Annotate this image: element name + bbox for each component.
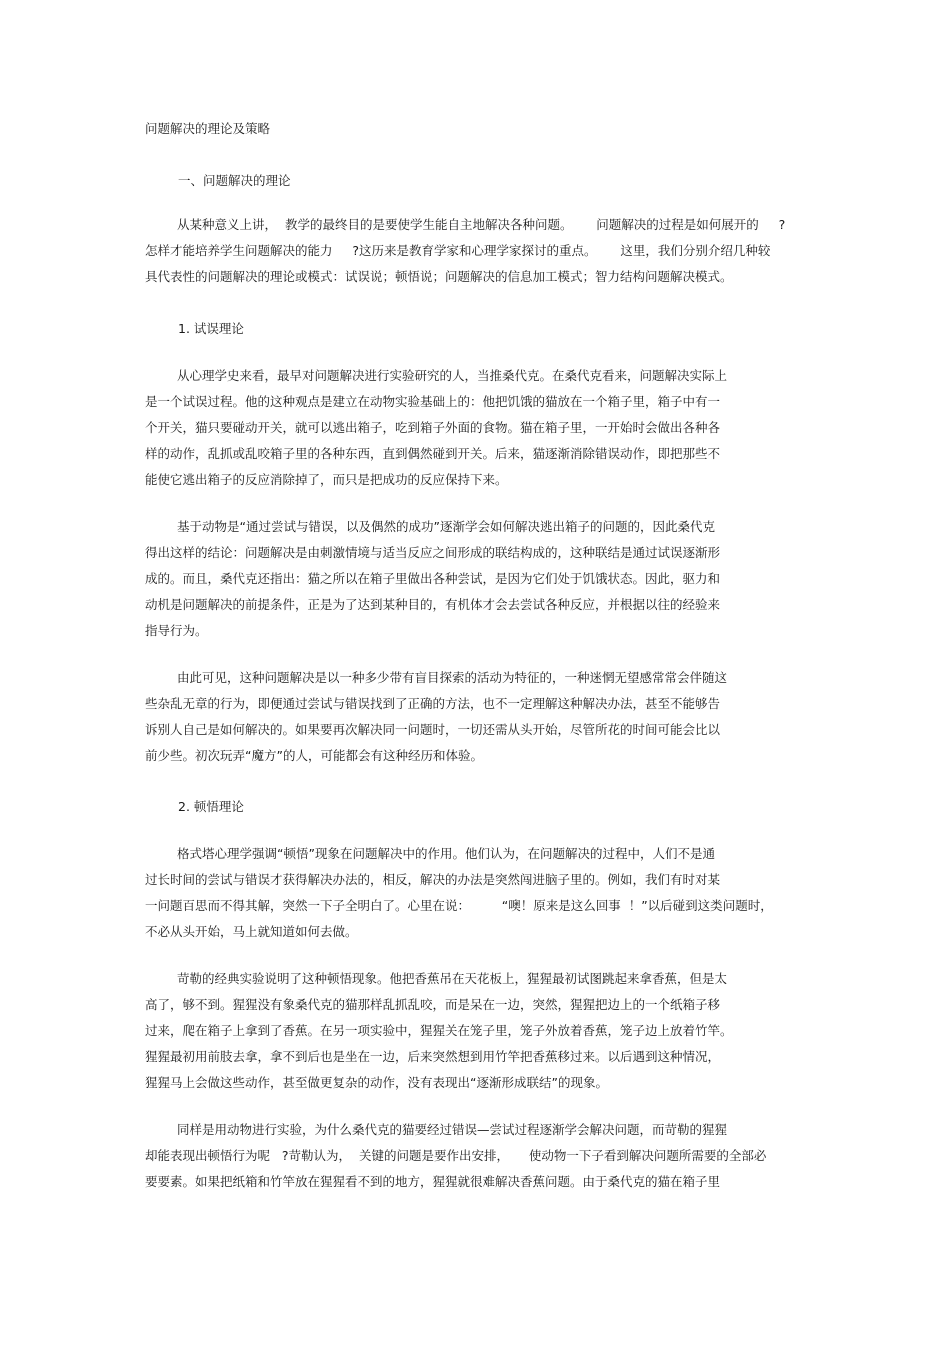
text-line: 不必从头开始，马上就知道如何去做。 (145, 924, 358, 939)
paragraph-insight-1 (145, 841, 773, 945)
document-title: 问题解决的理论及策略 (145, 121, 271, 136)
text-line: 从某种意义上讲， 教学的最终目的是要使学生能自主地解决各种问题。 问题解决的过程是如何展开的 ? (177, 217, 786, 232)
text-line: 猩猩最初用前肢去拿，拿不到后也是坐在一边，后来突然想到用竹竿把香蕉移过来。以后遇到这种情况， (145, 1049, 721, 1064)
section-heading-theories: 一、问题解决的理论 (178, 173, 291, 188)
text-line: 个开关，猫只要碰动开关，就可以逃出箱子，吃到箱子外面的食物。猫在箱子里，一开始时会做出各种各 (145, 420, 721, 435)
paragraph-trial-1 (145, 363, 727, 493)
text-line: 怎样才能培养学生问题解决的能力 ?这历来是教育学家和心理学家探讨的重点。 这里，我们分别介绍几种较 (145, 243, 771, 258)
text-line: 得出这样的结论：问题解决是由刺激情境与适当反应之间形成的联结构成的，这种联结是通过试误逐渐形 (145, 545, 721, 560)
text-line: 成的。而且，桑代克还指出：猫之所以在箱子里做出各种尝试，是因为它们处于饥饿状态。因此，驱力和 (145, 571, 721, 586)
text-line: 是一个试误过程。他的这种观点是建立在动物实验基础上的：他把饥饿的猫放在一个箱子里，箱子中有一 (145, 394, 721, 409)
text-line: 却能表现出顿悟行为呢 ?苛勒认为， 关键的问题是要作出安排， 使动物一下子看到解决问题所需要的全部必 (145, 1148, 767, 1163)
text-line: 过来，爬在箱子上拿到了香蕉。在另一项实验中，猩猩关在笼子里，笼子外放着香蕉，笼子边上放着竹竿。 (145, 1023, 733, 1038)
text-line: 能使它逃出箱子的反应消除掉了，而只是把成功的反应保持下来。 (145, 472, 508, 487)
text-line: 一问题百思而不得其解，突然一下子全明白了。心里在说： “噢！原来是这么回事 ！”以后碰到这类问题时， (145, 898, 773, 913)
text-line: 前少些。初次玩弄“魔方”的人，可能都会有这种经历和体验。 (145, 748, 483, 763)
text-line: 基于动物是“通过尝试与错误，以及偶然的成功”逐渐学会如何解决逃出箱子的问题的，因此桑代克 (177, 519, 715, 534)
text-line: 样的动作，乱抓或乱咬箱子里的各种东西，直到偶然碰到开关。后来，猫逐渐消除错误动作，即把那些不 (145, 446, 721, 461)
paragraph-insight-3 (145, 1117, 766, 1195)
text-line: 由此可见，这种问题解决是以一种多少带有盲目探索的活动为特征的，一种迷惘无望感常常会伴随这 (177, 670, 728, 685)
text-line: 具代表性的问题解决的理论或模式：试误说；顿悟说；问题解决的信息加工模式；智力结构问题解决模式。 (145, 269, 733, 284)
text-line: 高了，够不到。猩猩没有象桑代克的猫那样乱抓乱咬，而是呆在一边，突然，猩猩把边上的一个纸箱子移 (145, 997, 721, 1012)
text-line: 猩猩马上会做这些动作，甚至做更复杂的动作，没有表现出“逐渐形成联结”的现象。 (145, 1075, 608, 1090)
paragraph-trial-2 (145, 514, 720, 644)
text-line: 些杂乱无章的行为，即便通过尝试与错误找到了正确的方法，也不一定理解这种解决办法，甚至不能够告 (145, 696, 721, 711)
text-line: 动机是问题解决的前提条件，正是为了达到某种目的，有机体才会去尝试各种反应，并根据以往的经验来 (145, 597, 721, 612)
text-line: 指导行为。 (145, 623, 208, 638)
intro-paragraph (145, 212, 785, 290)
text-line: 从心理学史来看，最早对问题解决进行实验研究的人，当推桑代克。在桑代克看来，问题解决实际上 (177, 368, 728, 383)
subheading-trial-error: 1. 试误理论 (178, 321, 244, 336)
paragraph-insight-2 (145, 966, 733, 1096)
text-line: 过长时间的尝试与错误才获得解决办法的，相反，解决的办法是突然闯进脑子里的。例如，我们有时对某 (145, 872, 721, 887)
subheading-insight: 2. 顿悟理论 (178, 799, 244, 814)
text-line: 诉别人自己是如何解决的。如果要再次解决同一问题时，一切还需从头开始，尽管所花的时间可能会比以 (145, 722, 721, 737)
text-line: 格式塔心理学强调“顿悟”现象在问题解决中的作用。他们认为，在问题解决的过程中，人们不是通 (177, 846, 715, 861)
text-line: 要要素。如果把纸箱和竹竿放在猩猩看不到的地方，猩猩就很难解决香蕉问题。由于桑代克的猫在箱子里 (145, 1174, 721, 1189)
text-line: 苛勒的经典实验说明了这种顿悟现象。他把香蕉吊在天花板上，猩猩最初试图跳起来拿香蕉，但是太 (177, 971, 728, 986)
text-line: 同样是用动物进行实验，为什么桑代克的猫要经过错误—尝试过程逐渐学会解决问题，而苛勒的猩猩 (177, 1122, 728, 1137)
paragraph-trial-3 (145, 665, 727, 769)
